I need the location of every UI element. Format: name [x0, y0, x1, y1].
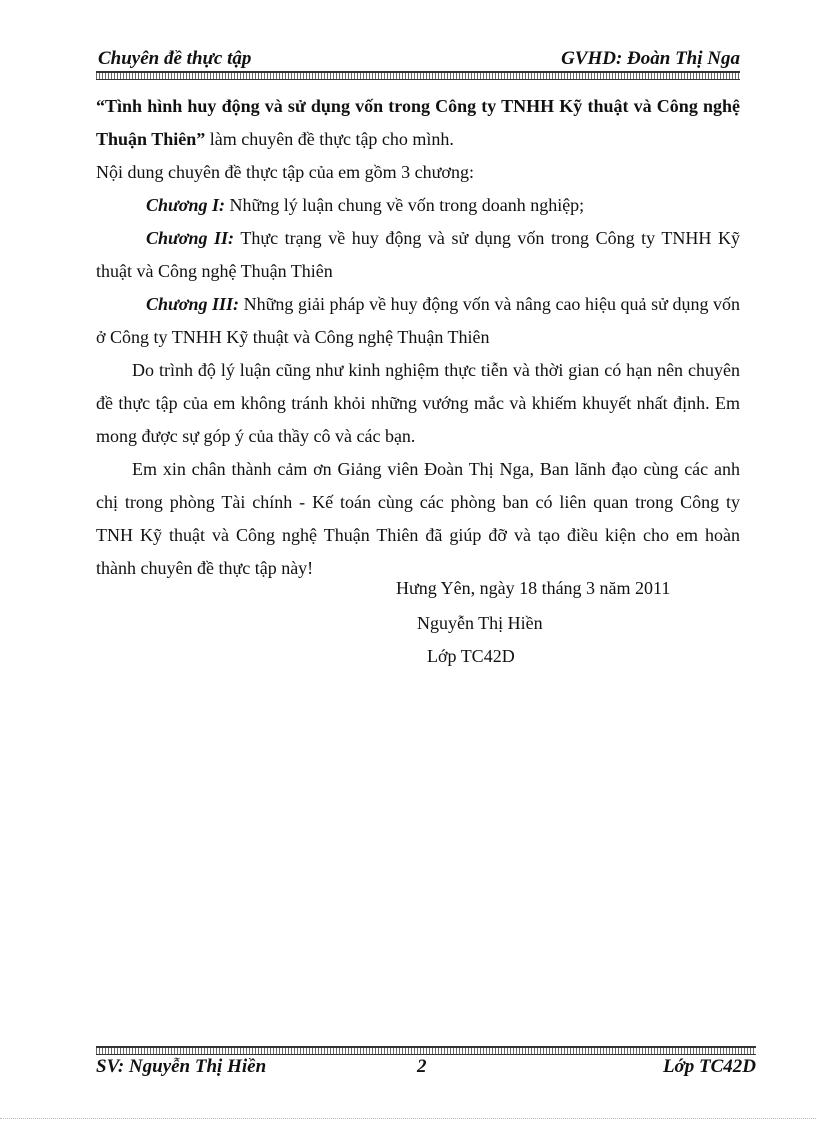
chapter-3: [96, 288, 740, 354]
document-body: [96, 90, 740, 585]
page-number: 2: [417, 1056, 427, 1077]
chapter-1-text: Những lý luận chung về vốn trong doanh nghiệp;: [224, 195, 585, 215]
chapter-2: [96, 222, 740, 288]
page-header: [96, 48, 740, 72]
paragraph-limitations: Do trình độ lý luận cũng như kinh nghiệm thực tiễn và thời gian có hạn nên chuyên đề thực tập của em không tránh khỏi những vướng mắc và khiếm khuyết nhất định. Em mong được sự góp ý của thầy cô và các bạn.: [96, 360, 740, 446]
paragraph-topic: [96, 90, 740, 156]
signature-name: Nguyễn Thị Hiền: [417, 613, 543, 633]
header-supervisor: GVHD: Đoàn Thị Nga: [561, 48, 740, 69]
footer-student: SV: Nguyễn Thị Hiền: [96, 1056, 267, 1077]
signature-class: Lớp TC42D: [427, 646, 515, 666]
page-bottom-border: [0, 1118, 816, 1119]
footer-class: Lớp TC42D: [662, 1056, 756, 1077]
chapter-2-text: Thực trạng về huy động và sử dụng vốn trong Công ty TNHH Kỹ thuật và Công nghệ Thuận Thiên: [96, 228, 740, 281]
paragraph-contents: Nội dung chuyên đề thực tập của em gồm 3 chương:: [96, 162, 474, 182]
chapter-2-label: Chương II:: [146, 228, 235, 248]
footer-rule: [96, 1046, 756, 1055]
header-title: Chuyên đề thực tập: [98, 48, 252, 69]
topic-rest: làm chuyên đề thực tập cho mình.: [205, 129, 454, 149]
header-rule: [96, 71, 740, 80]
topic-title: “Tình hình huy động và sử dụng vốn trong Công ty TNHH Kỹ thuật và Công nghệ Thuận Thiên”: [96, 96, 740, 149]
signature-place-date: Hưng Yên, ngày 18 tháng 3 năm 2011: [396, 578, 671, 598]
chapter-3-text: Những giải pháp về huy động vốn và nâng cao hiệu quả sử dụng vốn ở Công ty TNHH Kỹ thuật và Công nghệ Thuận Thiên: [96, 294, 741, 347]
paragraph-thanks: Em xin chân thành cảm ơn Giảng viên Đoàn Thị Nga, Ban lãnh đạo cùng các anh chị trong phòng Tài chính - Kế toán cùng các phòng ban có liên quan trong Công ty TNH Kỹ thuật và Công nghệ Thuận Thiên đã giúp đỡ và tạo điều kiện cho em hoàn thành chuyên đề thực tập này!: [96, 459, 740, 578]
chapter-1: [96, 189, 740, 222]
chapter-1-label: Chương I:: [146, 195, 225, 215]
chapter-3-label: Chương III:: [146, 294, 240, 314]
